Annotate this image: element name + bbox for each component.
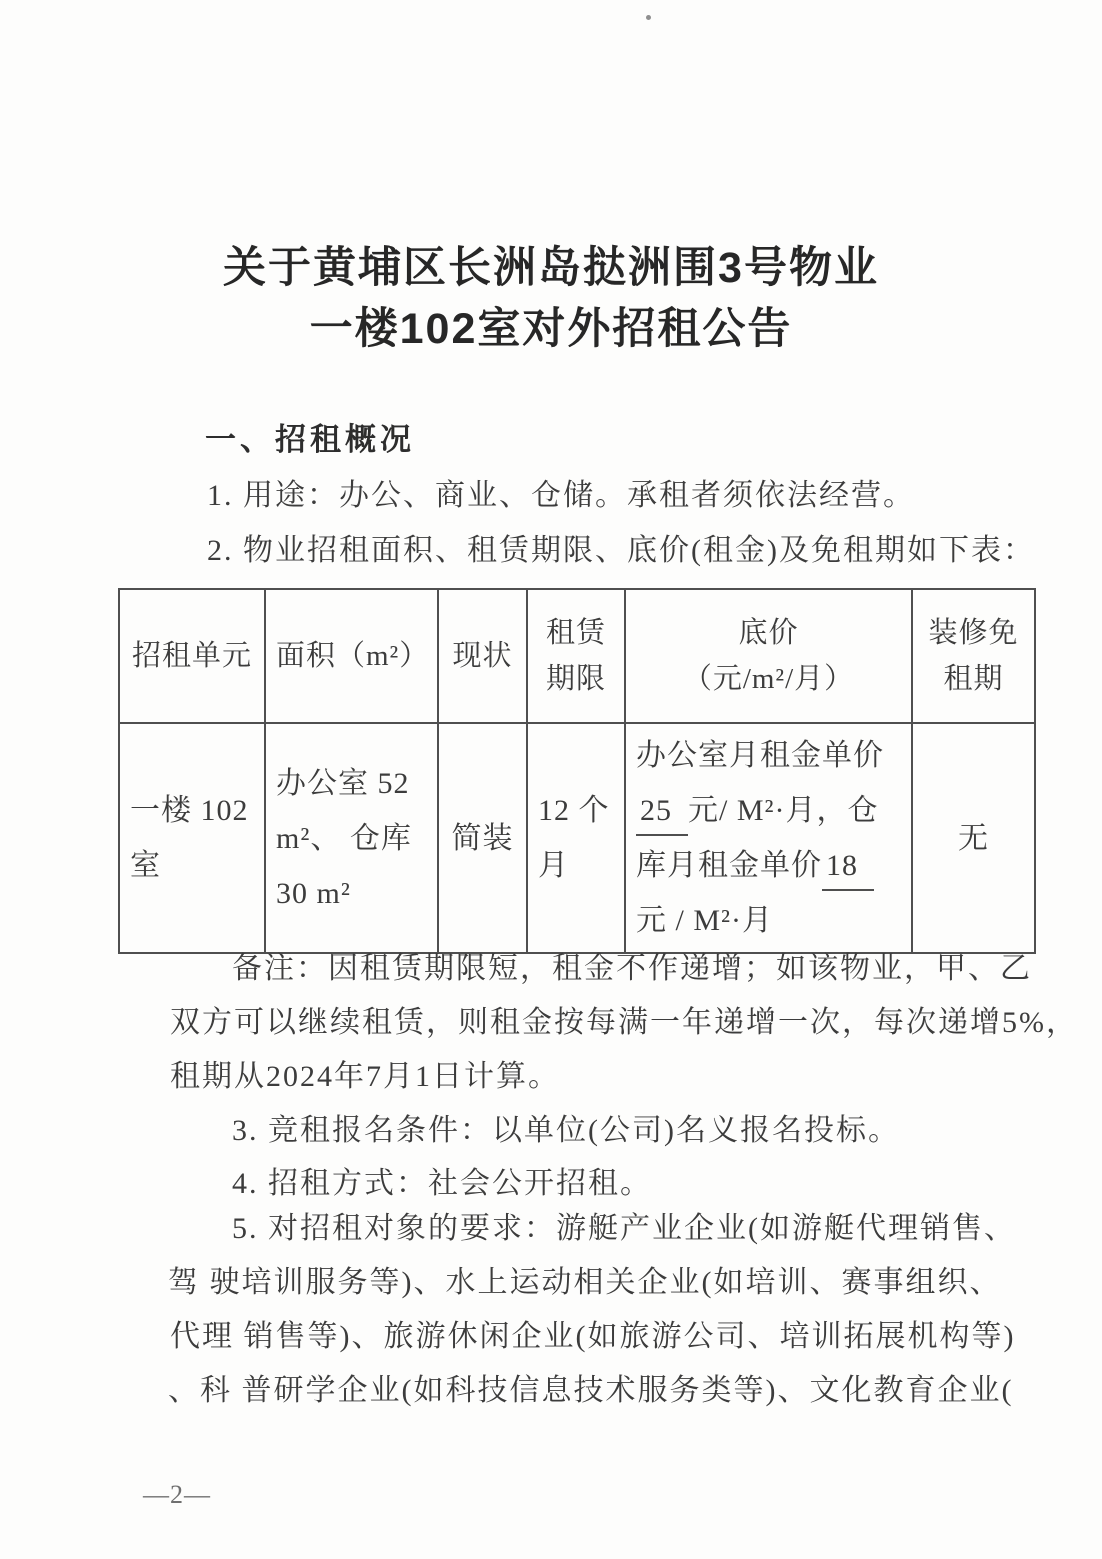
document-title <box>0 238 1102 360</box>
note-line2: 双方可以继续租赁，则租金按每满一年递增一次，每次递增5%， <box>170 1006 1078 1039</box>
paragraph-bid-conditions: 3. 竞租报名条件：以单位(公司)名义报名投标。 <box>232 1114 900 1147</box>
price-warehouse-rate-underlined: 18 <box>822 843 874 891</box>
paragraph-tenant-requirements-line2: 驾 驶培训服务等)、水上运动相关企业(如培训、赛事组织、 <box>168 1266 1002 1299</box>
paragraph-tenant-requirements-line1: 5. 对招租对象的要求：游艇产业企业(如游艇代理销售、 <box>232 1212 1016 1245</box>
header-cell-price <box>625 589 912 723</box>
cell-condition: 简装 <box>438 723 527 953</box>
header-cell-term <box>527 589 625 723</box>
table-data-row <box>119 723 1035 953</box>
paragraph-usage: 1. 用途：办公、商业、仓储。承租者须依法经营。 <box>207 479 915 512</box>
cell-free-period: 无 <box>912 723 1035 953</box>
cell-area: 办公室 52 m²、 仓库 30 m² <box>265 723 438 953</box>
section-heading: 一、招租概况 <box>205 422 415 457</box>
header-price-line2: （元/m²/月） <box>682 663 855 695</box>
document-title-line1: 关于黄埔区长洲岛挞洲围3号物业 <box>223 244 879 292</box>
header-term-line1: 租赁 <box>545 617 606 649</box>
header-cell-unit: 招租单元 <box>119 589 265 723</box>
note-line3: 租期从2024年7月1日计算。 <box>170 1060 560 1093</box>
header-price-line1: 底价 <box>738 617 799 649</box>
price-text-segment1: 办公室月租金单价 <box>636 739 884 772</box>
price-text-segment2: 元/ M²·月，仓库月租金单价 <box>636 794 879 882</box>
header-cell-condition: 现状 <box>438 589 527 723</box>
header-free-line1: 装修免 <box>928 617 1019 649</box>
header-free-line2: 租期 <box>943 663 1004 695</box>
header-cell-free-period <box>912 589 1035 723</box>
cell-term: 12 个 月 <box>527 723 625 953</box>
price-text-segment3: 元 / M²·月 <box>636 904 773 937</box>
price-office-rate-underlined: 25 <box>636 788 688 836</box>
page-number: —2— <box>143 1480 211 1509</box>
paragraph-table-intro: 2. 物业招租面积、租赁期限、底价(租金)及免租期如下表： <box>207 534 1035 567</box>
table-header-row <box>119 589 1035 723</box>
paragraph-rental-method: 4. 招租方式：社会公开招租。 <box>232 1167 652 1200</box>
scan-artifact-dot <box>646 15 651 20</box>
paragraph-tenant-requirements-line3: 代理 销售等)、旅游休闲企业(如旅游公司、培训拓展机构等) <box>170 1320 1016 1353</box>
document-title-line2: 一楼102室对外招租公告 <box>309 305 793 353</box>
paragraph-tenant-requirements-line4: 、科 普研学企业(如科技信息技术服务类等)、文化教育企业( <box>168 1374 1014 1407</box>
header-cell-area: 面积（m²） <box>265 589 438 723</box>
rental-terms-table <box>118 588 1036 954</box>
cell-price <box>625 723 912 953</box>
note-line1: 备注：因租赁期限短，租金不作递增；如该物业，甲、乙 <box>232 952 1032 985</box>
cell-unit: 一楼 102 室 <box>119 723 265 953</box>
header-term-line2: 期限 <box>545 663 606 695</box>
